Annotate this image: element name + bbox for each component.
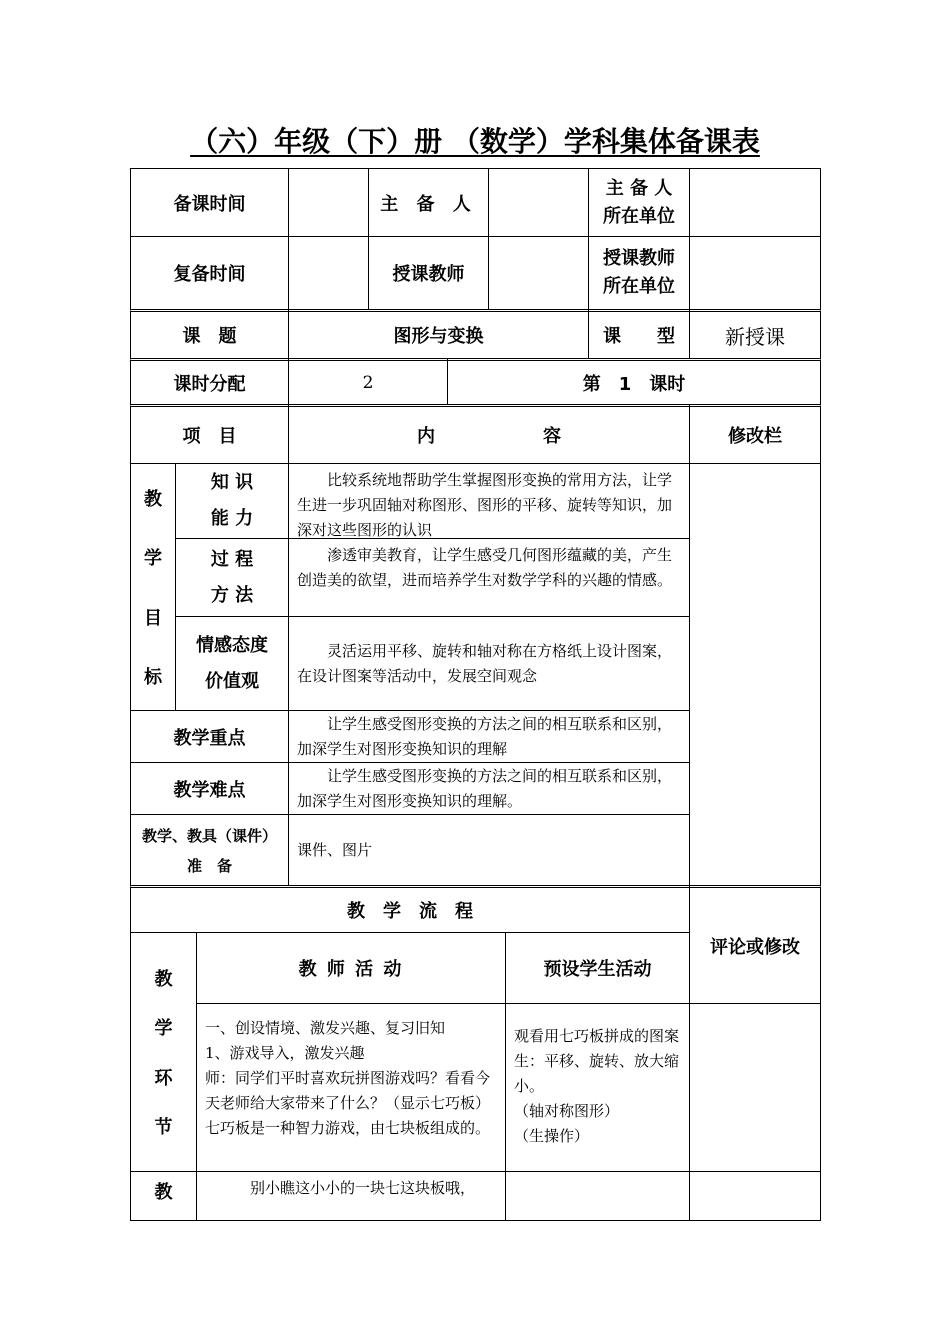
comment-cell[interactable] [689,1003,821,1172]
emotion-label: 情感态度 价值观 [175,616,289,711]
period-nth: 第 1 课时 [447,358,821,405]
teacher-activity-header: 教 师 活 动 [196,932,506,1004]
flow-title: 教 学 流 程 [130,885,690,933]
lesson-type-value: 新授课 [689,309,821,359]
goal-char: 学 [144,548,162,570]
student-activity-text: 观看用七巧板拼成的图案 生：平移、旋转、放大缩小。 （轴对称图形） （生操作） [505,1003,690,1172]
revise-column[interactable] [689,463,821,886]
difficulties-text: 让学生感受图形变换的方法之间的相互联系和区别，加深学生对图形变换知识的理解。 [288,762,690,815]
step-char: 环 [154,1067,173,1089]
next-teacher-text: 别小瞧这小小的一块七这块板哦， [196,1171,506,1221]
content-header: 内 容 [288,404,690,464]
teacher-unit-label: 授课教师 所在单位 [588,236,690,310]
teacher-unit-value[interactable] [689,236,821,310]
difficulties-label: 教学难点 [130,762,289,815]
topic-label: 课 题 [130,309,289,359]
period-label: 课时分配 [130,358,289,405]
next-comment-cell[interactable] [689,1171,821,1221]
main-preparer-value[interactable] [488,168,589,237]
main-preparer-label: 主 备 人 [368,168,489,237]
tools-label-line1: 教学、教具（课件） [141,827,277,845]
key-points-label: 教学重点 [130,710,289,763]
comment-header: 评论或修改 [689,885,821,1004]
period-value: 2 [288,358,448,405]
goal-char: 教 [144,488,162,510]
teaching-goals-section [130,463,176,711]
next-student-cell [505,1171,690,1221]
tools-label-line2: 准 备 [186,857,232,875]
goal-char: 目 [144,607,162,629]
teacher-label: 授课教师 [368,236,489,310]
step-char: 学 [154,1018,173,1040]
prep-time-label: 备课时间 [130,168,289,237]
process-text: 渗透审美教育，让学生感受几何图形蕴藏的美，产生创造美的欲望，进而培养学生对数学学科的兴趣的情感。 [288,538,690,617]
goal-char: 标 [144,667,162,689]
step-char: 节 [154,1117,173,1139]
teaching-steps-section [130,932,197,1172]
review-time-label: 复备时间 [130,236,289,310]
process-label: 过 程 方 法 [175,538,289,617]
revise-header: 修改栏 [689,404,821,464]
main-preparer-unit-value[interactable] [689,168,821,237]
teacher-activity-text: 一、创设情境、激发兴趣、复习旧知 1、游戏导入，激发兴趣 师：同学们平时喜欢玩拼图游戏吗？看看今天老师给大家带来了什么？（显示七巧板）七巧板是一种智力游戏，由七块板组成的。 [196,1003,506,1172]
main-preparer-unit-label: 主 备 人 所在单位 [588,168,690,237]
key-points-text: 让学生感受图形变换的方法之间的相互联系和区别，加深学生对图形变换知识的理解 [288,710,690,763]
teacher-value[interactable] [488,236,589,310]
knowledge-label: 知 识 能 力 [175,463,289,539]
tools-text: 课件、图片 [288,814,690,886]
knowledge-text: 比较系统地帮助学生掌握图形变换的常用方法，让学生进一步巩固轴对称图形、图形的平移、旋转等知识，加深对这些图形的认识 [288,463,690,539]
tools-label [130,814,289,886]
emotion-text: 灵活运用平移、旋转和轴对称在方格纸上设计图案，在设计图案等活动中，发展空间观念 [288,616,690,711]
lesson-type-label: 课 型 [588,309,690,359]
prep-time-value[interactable] [288,168,369,237]
student-activity-header: 预设学生活动 [505,932,690,1004]
item-header: 项 目 [130,404,289,464]
step-char: 教 [154,968,173,990]
page-title: （六）年级（下）册 （数学）学科集体备课表 [190,125,760,158]
topic-value: 图形与变换 [288,309,589,359]
teaching-steps-section-2: 教 [130,1171,197,1221]
review-time-value[interactable] [288,236,369,310]
